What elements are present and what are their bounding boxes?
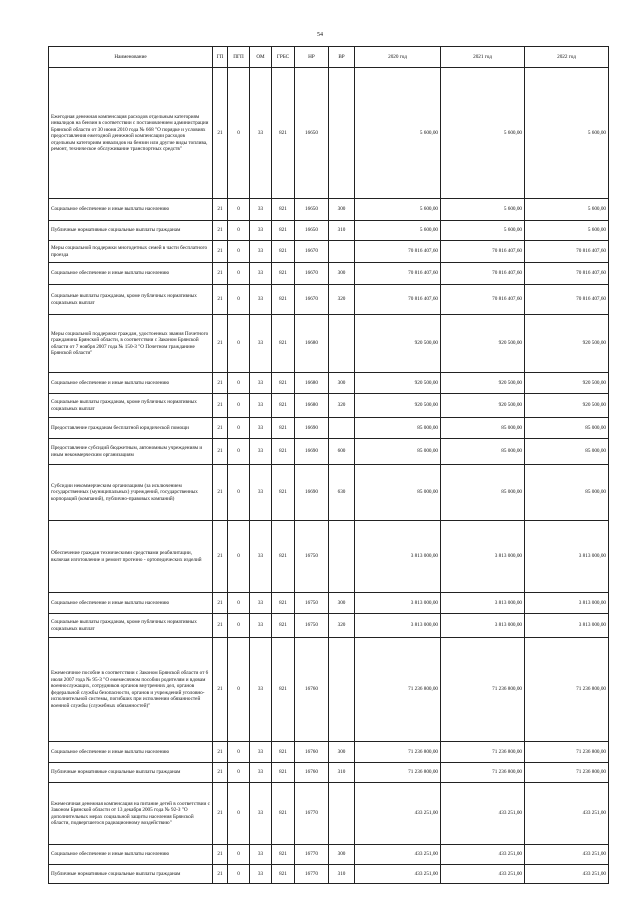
cell-grbs: 821 [272,439,295,465]
cell-om: 33 [250,68,272,199]
cell-grbs: 821 [272,68,295,199]
cell-grbs: 821 [272,614,295,638]
cell-nr: 16760 [295,742,329,763]
cell-gp: 21 [213,373,228,394]
cell-nr: 16670 [295,285,329,315]
row-name: Социальное обеспечение и иные выплаты населению [49,373,213,394]
cell-y2020: 71 236 800,00 [355,638,441,742]
table-row [49,221,609,241]
cell-y2022: 5 600,00 [525,199,609,221]
cell-y2020: 70 816 407,60 [355,241,441,263]
table-row [49,763,609,783]
cell-nr: 16690 [295,418,329,439]
cell-grbs: 821 [272,593,295,614]
cell-grbs: 821 [272,263,295,285]
cell-y2021: 71 236 800,00 [441,763,525,783]
cell-y2020: 71 236 800,00 [355,763,441,783]
cell-y2022: 70 816 407,60 [525,285,609,315]
cell-y2022: 71 236 800,00 [525,763,609,783]
table-header-row [49,47,609,68]
cell-y2020: 433 251,00 [355,783,441,845]
cell-y2020: 920 500,00 [355,373,441,394]
cell-grbs: 821 [272,199,295,221]
cell-y2020: 3 813 000,00 [355,614,441,638]
budget-table [48,46,609,884]
cell-y2021: 920 500,00 [441,315,525,373]
col-header-gp: ГП [213,47,228,68]
table-row [49,742,609,763]
cell-y2021: 71 236 800,00 [441,742,525,763]
cell-grbs: 821 [272,845,295,865]
cell-om: 33 [250,241,272,263]
cell-grbs: 821 [272,285,295,315]
col-header-2021: 2021 год [441,47,525,68]
cell-y2021: 5 600,00 [441,221,525,241]
cell-nr: 16750 [295,521,329,593]
row-name: Социальные выплаты гражданам, кроме публичных нормативных социальных выплат [49,394,213,418]
cell-y2021: 5 600,00 [441,199,525,221]
cell-grbs: 821 [272,465,295,521]
cell-gp: 21 [213,418,228,439]
cell-grbs: 821 [272,241,295,263]
cell-gp: 21 [213,521,228,593]
cell-om: 33 [250,763,272,783]
cell-vr: 300 [329,593,355,614]
cell-nr: 16670 [295,263,329,285]
row-name: Социальное обеспечение и иные выплаты населению [49,593,213,614]
cell-nr: 16760 [295,763,329,783]
cell-vr: 320 [329,394,355,418]
cell-grbs: 821 [272,315,295,373]
row-name: Социальные выплаты гражданам, кроме публичных нормативных социальных выплат [49,285,213,315]
cell-om: 33 [250,865,272,884]
cell-y2022: 433 251,00 [525,845,609,865]
cell-y2022: 70 816 407,60 [525,241,609,263]
table-row [49,418,609,439]
cell-gp: 21 [213,593,228,614]
cell-vr [329,241,355,263]
cell-vr: 310 [329,221,355,241]
cell-gp: 21 [213,742,228,763]
col-header-2020: 2020 год [355,47,441,68]
row-name: Ежегодная денежная компенсация расходов отдельным категориям инвалидов на бензин в соответствии с постановлением администрации Брянской области от 30 июня 2010 года № 668 "О порядке и условиях предоставления ежегодной денежной компенсации расходов отдельным категориям инвалидов на бензин или другие виды топлива, ремонт, техническое обслуживание транспортных средств" [49,68,213,199]
cell-y2021: 85 000,00 [441,439,525,465]
cell-nr: 16670 [295,241,329,263]
cell-y2020: 85 000,00 [355,439,441,465]
cell-pgp: 0 [228,845,250,865]
row-name: Социальное обеспечение и иные выплаты населению [49,845,213,865]
cell-pgp: 0 [228,742,250,763]
cell-y2021: 920 500,00 [441,373,525,394]
table-row [49,394,609,418]
cell-nr: 16770 [295,865,329,884]
cell-vr [329,638,355,742]
cell-om: 33 [250,199,272,221]
cell-gp: 21 [213,465,228,521]
cell-gp: 21 [213,221,228,241]
cell-y2021: 3 813 000,00 [441,593,525,614]
row-name: Социальные выплаты гражданам, кроме публичных нормативных социальных выплат [49,614,213,638]
table-row [49,638,609,742]
table-row [49,68,609,199]
cell-y2022: 85 000,00 [525,418,609,439]
cell-om: 33 [250,465,272,521]
cell-y2022: 3 813 000,00 [525,614,609,638]
cell-nr: 16680 [295,394,329,418]
cell-om: 33 [250,315,272,373]
cell-pgp: 0 [228,865,250,884]
cell-nr: 16770 [295,783,329,845]
cell-vr [329,68,355,199]
cell-pgp: 0 [228,315,250,373]
cell-vr: 310 [329,865,355,884]
cell-y2021: 70 816 407,60 [441,285,525,315]
cell-y2020: 71 236 800,00 [355,742,441,763]
cell-grbs: 821 [272,394,295,418]
col-header-pgp: ПГП [228,47,250,68]
cell-pgp: 0 [228,593,250,614]
cell-vr: 300 [329,845,355,865]
cell-y2022: 920 500,00 [525,315,609,373]
row-name: Предоставление субсидий бюджетным, автономным учреждениям и иным некоммерческим организациям [49,439,213,465]
table-row [49,263,609,285]
cell-gp: 21 [213,285,228,315]
cell-y2022: 3 813 000,00 [525,521,609,593]
table-row [49,199,609,221]
row-name: Предоставление гражданам бесплатной юридической помощи [49,418,213,439]
cell-y2022: 85 000,00 [525,439,609,465]
cell-nr: 16760 [295,638,329,742]
table-row [49,593,609,614]
cell-vr: 600 [329,439,355,465]
cell-nr: 16680 [295,373,329,394]
row-name: Ежемесячное пособие в соответствии с Законом Брянской области от 6 июля 2007 года № 95-З "О ежемесячном пособии родителям и вдовам военнослужащих, сотрудников органов внутренних дел, органов федеральной службы безопасности, органов и учреждений уголовно-исполнительной системы, погибших при исполнении обязанностей военной службы (служебных обязанностей)" [49,638,213,742]
row-name: Меры социальной поддержки граждан, удостоенных звания Почетного гражданина Брянской области, в соответствии с Законом Брянской области от 7 ноября 2007 года № 150-З "О Почетном гражданине Брянской области" [49,315,213,373]
cell-vr [329,418,355,439]
cell-y2020: 85 000,00 [355,465,441,521]
cell-y2021: 71 236 800,00 [441,638,525,742]
row-name: Субсидии некоммерческим организациям (за исключением государственных (муниципальных) учреждений, государственных корпораций (компаний), публично-правовых компаний) [49,465,213,521]
cell-pgp: 0 [228,439,250,465]
cell-y2021: 85 000,00 [441,418,525,439]
cell-y2022: 433 251,00 [525,865,609,884]
table-row [49,783,609,845]
cell-vr [329,315,355,373]
cell-y2022: 920 500,00 [525,373,609,394]
cell-nr: 16750 [295,593,329,614]
cell-grbs: 821 [272,373,295,394]
row-name: Ежемесячная денежная компенсация на питание детей в соответствии с Законом Брянской области от 13 декабря 2005 года № 92-З "О дополнительных мерах социальной защиты населения Брянской области, подвергшегося радиационному воздействию" [49,783,213,845]
cell-pgp: 0 [228,68,250,199]
table-row [49,465,609,521]
cell-y2020: 5 600,00 [355,221,441,241]
cell-gp: 21 [213,315,228,373]
cell-gp: 21 [213,199,228,221]
table-row [49,315,609,373]
cell-pgp: 0 [228,783,250,845]
cell-pgp: 0 [228,418,250,439]
table-row [49,865,609,884]
cell-nr: 16770 [295,845,329,865]
cell-gp: 21 [213,783,228,845]
cell-grbs: 821 [272,865,295,884]
cell-grbs: 821 [272,783,295,845]
cell-y2020: 433 251,00 [355,865,441,884]
cell-y2022: 71 236 800,00 [525,742,609,763]
col-header-vr: ВР [329,47,355,68]
cell-vr: 300 [329,263,355,285]
cell-pgp: 0 [228,263,250,285]
cell-nr: 16650 [295,199,329,221]
cell-om: 33 [250,614,272,638]
cell-om: 33 [250,742,272,763]
cell-om: 33 [250,521,272,593]
table-row [49,285,609,315]
cell-om: 33 [250,373,272,394]
cell-om: 33 [250,439,272,465]
cell-vr: 630 [329,465,355,521]
cell-y2020: 920 500,00 [355,315,441,373]
row-name: Социальное обеспечение и иные выплаты населению [49,742,213,763]
cell-y2020: 3 813 000,00 [355,593,441,614]
cell-pgp: 0 [228,221,250,241]
cell-nr: 16680 [295,315,329,373]
cell-vr [329,521,355,593]
cell-om: 33 [250,593,272,614]
cell-y2021: 433 251,00 [441,783,525,845]
cell-om: 33 [250,783,272,845]
cell-grbs: 821 [272,221,295,241]
table-row [49,845,609,865]
cell-nr: 16650 [295,221,329,241]
cell-om: 33 [250,418,272,439]
cell-y2021: 5 600,00 [441,68,525,199]
cell-y2020: 433 251,00 [355,845,441,865]
cell-grbs: 821 [272,638,295,742]
cell-y2022: 70 816 407,60 [525,263,609,285]
cell-grbs: 821 [272,763,295,783]
col-header-om: ОМ [250,47,272,68]
row-name: Социальное обеспечение и иные выплаты населению [49,263,213,285]
cell-pgp: 0 [228,241,250,263]
cell-om: 33 [250,285,272,315]
cell-vr: 300 [329,373,355,394]
cell-gp: 21 [213,845,228,865]
cell-y2021: 85 000,00 [441,465,525,521]
cell-nr: 16750 [295,614,329,638]
cell-y2022: 85 000,00 [525,465,609,521]
cell-pgp: 0 [228,285,250,315]
cell-y2021: 3 813 000,00 [441,521,525,593]
cell-y2022: 5 600,00 [525,68,609,199]
row-name: Публичные нормативные социальные выплаты гражданам [49,763,213,783]
cell-pgp: 0 [228,394,250,418]
cell-vr: 300 [329,742,355,763]
cell-y2020: 5 600,00 [355,199,441,221]
cell-nr: 16690 [295,465,329,521]
row-name: Публичные нормативные социальные выплаты гражданам [49,221,213,241]
cell-pgp: 0 [228,521,250,593]
cell-pgp: 0 [228,614,250,638]
cell-y2020: 70 816 407,60 [355,263,441,285]
cell-grbs: 821 [272,742,295,763]
table-row [49,521,609,593]
cell-y2021: 920 500,00 [441,394,525,418]
col-header-nr: НР [295,47,329,68]
col-header-name: Наименование [49,47,213,68]
cell-om: 33 [250,845,272,865]
cell-y2021: 70 816 407,60 [441,263,525,285]
cell-y2022: 3 813 000,00 [525,593,609,614]
cell-gp: 21 [213,439,228,465]
cell-vr: 310 [329,763,355,783]
cell-y2021: 3 813 000,00 [441,614,525,638]
cell-y2020: 3 813 000,00 [355,521,441,593]
cell-om: 33 [250,394,272,418]
cell-om: 33 [250,221,272,241]
cell-y2020: 5 600,00 [355,68,441,199]
cell-y2021: 433 251,00 [441,865,525,884]
cell-y2022: 920 500,00 [525,394,609,418]
cell-gp: 21 [213,614,228,638]
row-name: Публичные нормативные социальные выплаты гражданам [49,865,213,884]
cell-gp: 21 [213,241,228,263]
cell-nr: 16690 [295,439,329,465]
cell-gp: 21 [213,638,228,742]
cell-grbs: 821 [272,521,295,593]
cell-gp: 21 [213,865,228,884]
cell-y2020: 920 500,00 [355,394,441,418]
cell-vr: 320 [329,614,355,638]
cell-y2020: 85 000,00 [355,418,441,439]
cell-y2021: 70 816 407,60 [441,241,525,263]
cell-y2022: 433 251,00 [525,783,609,845]
cell-y2020: 70 816 407,60 [355,285,441,315]
cell-grbs: 821 [272,418,295,439]
cell-gp: 21 [213,394,228,418]
cell-gp: 21 [213,68,228,199]
cell-vr: 300 [329,199,355,221]
cell-pgp: 0 [228,373,250,394]
cell-y2021: 433 251,00 [441,845,525,865]
cell-pgp: 0 [228,199,250,221]
row-name: Социальное обеспечение и иные выплаты населению [49,199,213,221]
table-row [49,373,609,394]
row-name: Обеспечение граждан техническими средствами реабилитации, включая изготовление и ремонт протезно - ортопедических изделий [49,521,213,593]
cell-y2022: 71 236 800,00 [525,638,609,742]
cell-gp: 21 [213,263,228,285]
cell-om: 33 [250,263,272,285]
col-header-grbs: ГРБС [272,47,295,68]
cell-vr: 320 [329,285,355,315]
table-row [49,241,609,263]
cell-om: 33 [250,638,272,742]
cell-pgp: 0 [228,763,250,783]
table-row [49,614,609,638]
cell-gp: 21 [213,763,228,783]
cell-pgp: 0 [228,465,250,521]
cell-nr: 16650 [295,68,329,199]
row-name: Меры социальной поддержки многодетных семей в части бесплатного проезда [49,241,213,263]
page-number: 54 [317,32,323,38]
table-row [49,439,609,465]
cell-y2022: 5 600,00 [525,221,609,241]
col-header-2022: 2022 год [525,47,609,68]
cell-vr [329,783,355,845]
cell-pgp: 0 [228,638,250,742]
